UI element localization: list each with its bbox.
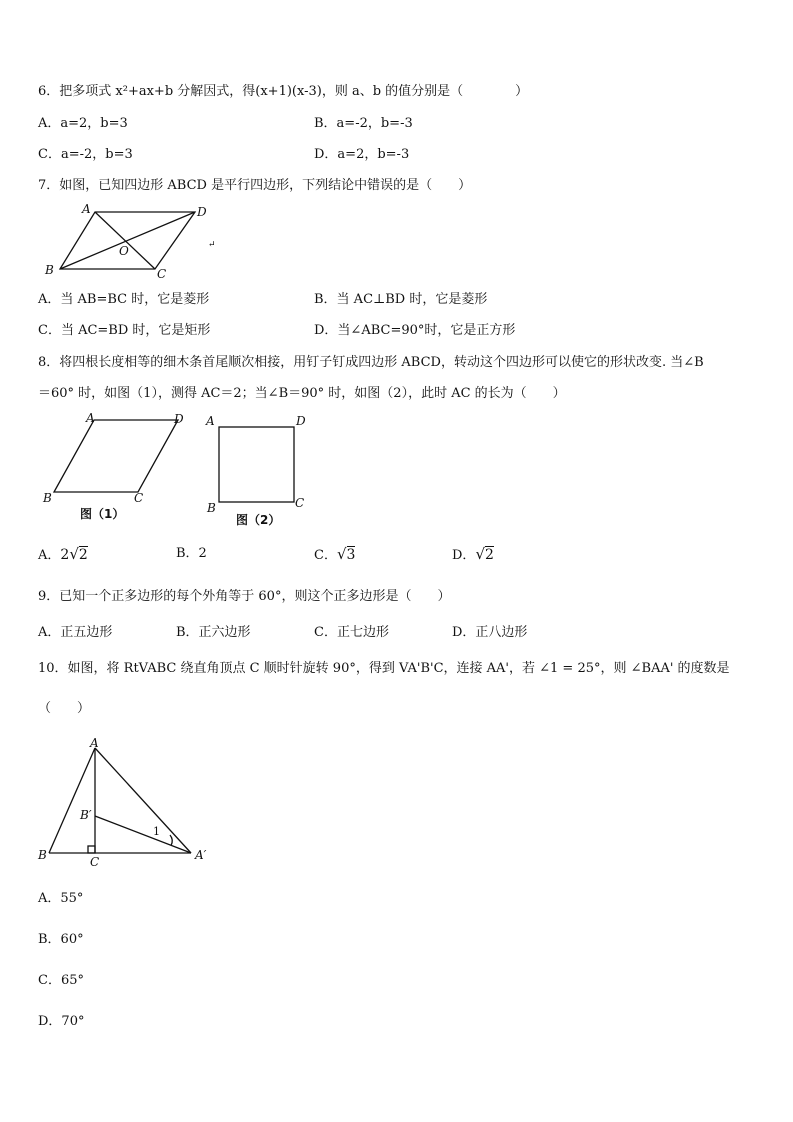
q8-option-c-radicand: 3 (346, 547, 356, 563)
q10-label-a: A (90, 736, 99, 750)
q8-fig2-label-d: D (296, 414, 306, 428)
q10-stem-line2: （ ） (38, 701, 91, 716)
q8-option-a-label: A． (38, 548, 61, 563)
q10-label-b-prime: B′ (80, 808, 92, 822)
q6-option-b: B．a=-2，b=-3 (314, 116, 413, 131)
q6-option-c: C．a=-2，b=3 (38, 147, 133, 162)
q8-figure-2-square (200, 408, 315, 533)
q9-option-a: A．正五边形 (38, 625, 113, 640)
q10-rotation-figure (35, 732, 220, 872)
q7-option-a: A．当 AB=BC 时，它是菱形 (38, 292, 210, 307)
q9-option-d: D．正八边形 (452, 625, 528, 640)
q8-fig2-label-c: C (295, 496, 305, 510)
q10-angle-1-label: 1 (153, 825, 160, 838)
return-mark: ↵ (208, 240, 216, 250)
q7-label-d: D (197, 205, 207, 219)
q9-stem: 9．已知一个正多边形的每个外角等于 60°，则这个正多边形是（ ） (38, 589, 451, 604)
q7-stem: 7．如图，已知四边形 ABCD 是平行四边形，下列结论中错误的是（ ） (38, 178, 472, 193)
q7-option-d: D．当∠ABC=90°时，它是正方形 (314, 323, 516, 338)
q7-option-c: C．当 AC=BD 时，它是矩形 (38, 323, 211, 338)
q10-option-b: B．60° (38, 932, 84, 947)
q10-option-d: D．70° (38, 1014, 85, 1029)
q8-fig1-label-a: A (86, 411, 95, 425)
q7-label-c: C (157, 267, 167, 281)
q8-fig2-label-b: B (207, 501, 216, 515)
q8-stem-line2: ＝60° 时，如图（1），测得 AC＝2；当∠B＝90° 时，如图（2），此时 AC 的长为（ ） (38, 386, 566, 401)
q7-parallelogram-figure (40, 200, 230, 282)
q7-option-b: B．当 AC⊥BD 时，它是菱形 (314, 292, 488, 307)
q6-stem: 6．把多项式 x²+ax+b 分解因式，得(x+1)(x-3)，则 a、b 的值分别是（ ） (38, 84, 529, 99)
q8-fig1-label-c: C (134, 491, 144, 505)
q8-figure-1-rhombus (38, 408, 198, 526)
q8-option-a-coefficient: 2 (60, 547, 70, 563)
q10-label-b: B (38, 848, 47, 862)
q10-stem-line1: 10．如图，将 RtVABC 绕直角顶点 C 顺时针旋转 90°，得到 VA'B'C，连接 AA'，若 ∠1 = 25°，则 ∠BAA' 的度数是 (38, 661, 730, 676)
q8-option-d-label: D． (452, 548, 476, 563)
q7-label-a: A (82, 202, 91, 216)
q6-option-a: A．a=2，b=3 (38, 116, 128, 131)
q8-option-d-radicand: 2 (485, 547, 494, 563)
q8-option-c-label: C． (314, 548, 337, 563)
q8-fig1-label-d: D (174, 412, 184, 426)
q10-label-c: C (90, 855, 100, 869)
q8-option-d: D．√2 (452, 545, 494, 563)
q9-option-b: B．正六边形 (176, 625, 251, 640)
q10-option-a: A．55° (38, 891, 84, 906)
q8-fig1-label-b: B (43, 491, 52, 505)
q7-label-o: O (119, 244, 129, 258)
q8-option-c: C．√3 (314, 545, 356, 563)
q9-option-c: C．正七边形 (314, 625, 389, 640)
q8-option-a: A．2√2 (38, 545, 88, 563)
q7-label-b: B (45, 263, 54, 277)
q8-fig2-caption: 图（2） (236, 513, 281, 527)
q8-option-a-radicand: 2 (78, 547, 88, 563)
q6-option-d: D．a=2，b=-3 (314, 147, 410, 162)
q10-label-a-prime: A′ (195, 848, 207, 862)
q8-fig2-label-a: A (206, 414, 215, 428)
q8-stem-line1: 8．将四根长度相等的细木条首尾顺次相接，用钉子钉成四边形 ABCD，转动这个四边形可以使它的形状改变. 当∠B (38, 355, 704, 370)
q8-option-b: B．2 (176, 546, 207, 561)
q8-fig1-caption: 图（1） (80, 507, 125, 521)
q10-option-c: C．65° (38, 973, 84, 988)
